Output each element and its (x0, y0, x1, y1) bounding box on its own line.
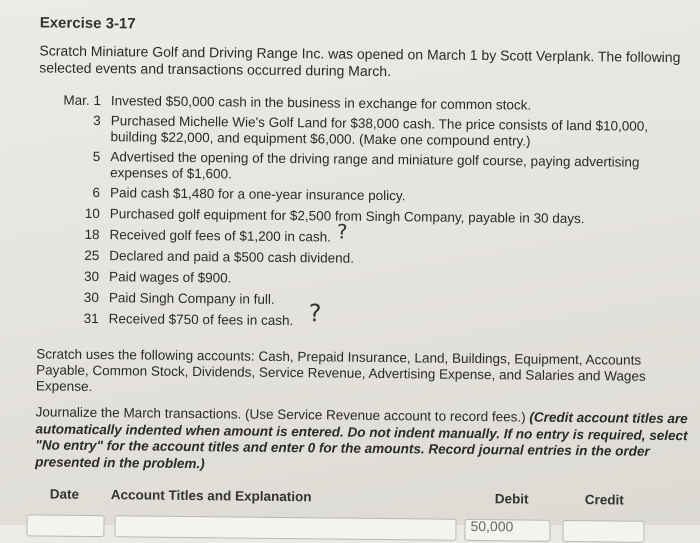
transaction-item (39, 268, 679, 291)
transaction-text: Paid cash $1,480 for a one-year insurance policy. (109, 185, 406, 204)
credit-field[interactable] (562, 520, 644, 543)
accounts-paragraph: Scratch uses the following accounts: Cash, Prepaid Insurance, Land, Buildings, Equipment, Accounts Payable, Common Stock, Dividends, Service Revenue, Advertising Expense, and Salaries and Wages Expense. (35, 346, 646, 394)
transaction-item (39, 310, 679, 333)
transaction-text: Received $750 of fees in cash. (108, 311, 294, 329)
transaction-day: 6 (92, 184, 101, 201)
transaction-day: 18 (84, 226, 100, 243)
column-header-credit: Credit (584, 492, 624, 508)
transaction-day: 5 (92, 148, 101, 165)
exercise-intro: Scratch Miniature Golf and Driving Range Inc. was opened on March 1 by Scott Verplank. The following selected events and transactions occurred during March. (39, 42, 681, 80)
transaction-item (39, 289, 679, 312)
handwritten-question-mark: ? (336, 219, 348, 244)
column-header-account: Account Titles and Explanation (110, 487, 312, 505)
transaction-item (40, 184, 680, 207)
transaction-day: 30 (83, 289, 99, 306)
transaction-item (41, 92, 681, 115)
transaction-text: Received golf fees of $1,200 in cash. (109, 227, 332, 245)
exercise-title: Exercise 3-17 (39, 14, 136, 33)
transaction-text: Invested $50,000 cash in the business in exchange for common stock. (110, 93, 532, 113)
account-title-field[interactable] (114, 515, 456, 541)
transaction-text: Paid Singh Company in full. (108, 290, 275, 307)
column-header-date: Date (49, 486, 80, 502)
transaction-day: 31 (83, 310, 99, 327)
transaction-text: Purchased Michelle Wie's Golf Land for $38,000 cash. The price consists of land $10,000, building $22,000, and equipment $6,000. (Make one compound entry.) (110, 113, 649, 149)
transaction-day: 1 (93, 92, 102, 109)
transaction-day: 3 (93, 112, 101, 129)
date-field[interactable] (26, 514, 104, 537)
transaction-list (39, 92, 681, 333)
transaction-day: 30 (84, 268, 100, 285)
transaction-text: Purchased golf equipment for $2,500 from Singh Company, payable in 30 days. (109, 206, 585, 227)
transaction-item (40, 112, 680, 151)
instructions-text: Journalize the March transactions. (Use Service Revenue account to record fees.) (35, 404, 530, 425)
month-label: Mar. (63, 92, 90, 108)
handwritten-question-mark: ? (308, 299, 322, 328)
transaction-text: Declared and paid a $500 cash dividend. (109, 248, 355, 266)
transaction-text: Advertised the opening of the driving range and miniature golf course, paying advertising expenses of $1,600. (110, 149, 640, 182)
transaction-text: Paid wages of $900. (109, 269, 232, 286)
transaction-item (40, 205, 680, 228)
debit-field-value: 50,000 (470, 517, 514, 535)
transaction-day: 10 (84, 205, 100, 222)
column-header-debit: Debit (494, 491, 529, 507)
transaction-day: 25 (84, 247, 100, 264)
transaction-item (39, 247, 679, 270)
transaction-item (40, 148, 680, 187)
instructions-paragraph (35, 404, 696, 477)
instructions-emphasis: (Credit account titles are automatically indented when amount is entered. Do not indent manually. If no entry is required, select "No entry" for the account titles and enter 0 for the amounts. Record journal entries in the order presented in the problem.) (35, 409, 688, 471)
transaction-item (39, 219, 679, 249)
